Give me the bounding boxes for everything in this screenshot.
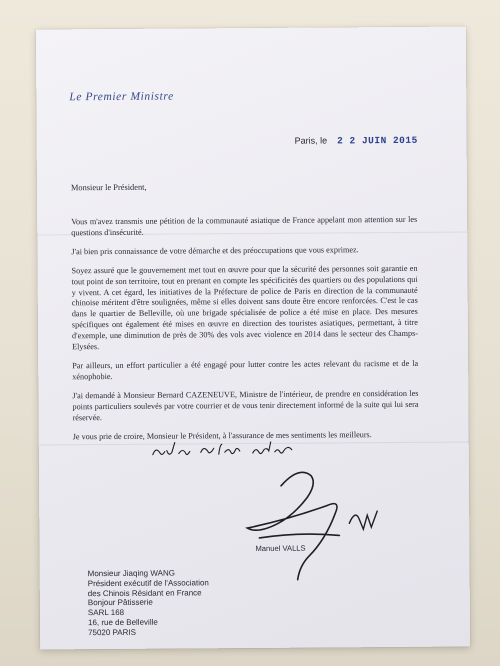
paragraph: J'ai bien pris connaissance de votre démarche et des préoccupations que vous exprimez.: [71, 245, 359, 257]
signer-name: Manuel VALLS: [255, 543, 306, 553]
address-line: SARL 168: [87, 607, 125, 618]
date-place: Paris, le: [294, 135, 328, 146]
address-line: 16, rue de Belleville: [87, 617, 158, 627]
address-line: Président exécutif de l'Association: [87, 578, 209, 588]
paragraph: J'ai demandé à Monsieur Bernard CAZENEUVE, Ministre de l'intérieur, de prendre en considération les points particuliers soulevés par votre courrier et de vous tenir directement informé de la suite qui lui sera réservée.: [72, 388, 419, 422]
paragraph: Soyez assuré que le gouvernement met tout en œuvre pour que la sécurité des personnes soit garantie en tout point de son territoire, tout en prenant en compte les spécificités des quartiers ou des populations qui y vivent. A cet égard, les initiatives de la Préfecture de police de Paris en direction de la communauté chinoise méritent d'être soulignées, même si elles doivent sans doute être encore renforcées. C'est le cas dans le quartier de Belleville, où une brigade spécialisée de police a été mise en place. Des mesures spécifiques ont également été mises en œuvre en direction des touristes asiatiques, permettant, à titre d'exemple, une diminution de près de 30% des vols avec violence en 2014 dans le secteur des Champs-Elysées.: [71, 263, 419, 352]
address-line: des Chinois Résidant en France: [87, 587, 202, 598]
paragraph: Je vous prie de croire, Monsieur le Président, à l'assurance de mes sentiments les meilleurs.: [72, 429, 372, 441]
letterhead-title: Le Premier Ministre: [69, 90, 174, 104]
letter-body: [71, 215, 419, 451]
date-stamp: 2 2 JUIN 2015: [337, 134, 418, 147]
address-line: 75020 PARIS: [88, 627, 136, 637]
letter-page: [36, 27, 470, 650]
salutation: Monsieur le Président,: [70, 182, 147, 193]
dateline: [295, 135, 418, 147]
recipient-address: [88, 568, 210, 637]
address-line: Bonjour Pâtisserie: [87, 597, 153, 608]
paragraph: Par ailleurs, un effort particulier a été engagé pour lutter contre les actes relevant du racisme et de la xénophobie.: [72, 358, 419, 382]
signature: [199, 445, 400, 596]
address-line: Monsieur Jiaqing WANG: [87, 568, 175, 579]
paragraph: Vous m'avez transmis une pétition de la communauté asiatique de France appelant mon attention sur les questions d'insécurité.: [71, 214, 418, 238]
